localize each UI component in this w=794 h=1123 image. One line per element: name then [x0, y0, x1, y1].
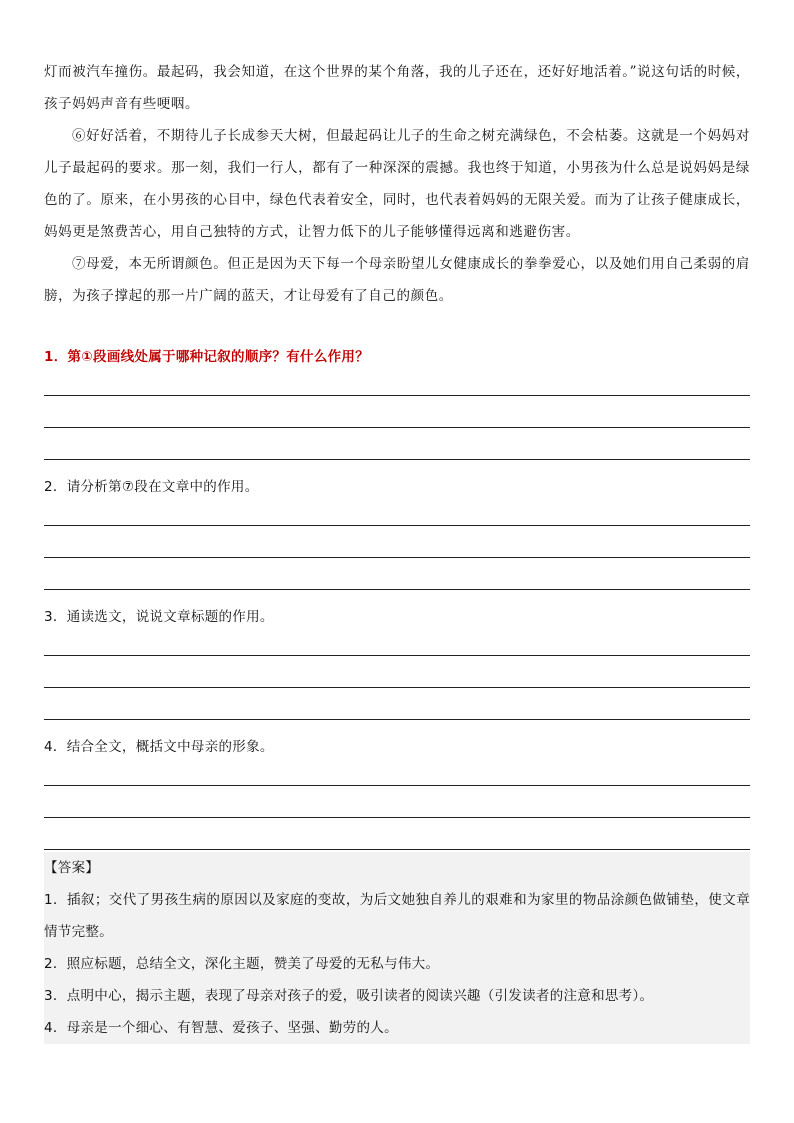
answer-line[interactable] — [44, 368, 750, 396]
answer-line[interactable] — [44, 758, 750, 786]
document-page — [44, 0, 750, 850]
answer-line[interactable] — [44, 428, 750, 460]
answer-line[interactable] — [44, 688, 750, 720]
question-3: 3．通读选文，说说文章标题的作用。 — [44, 609, 274, 625]
passage-paragraph-continued: 灯而被汽车撞伤。最起码，我会知道，在这个世界的某个角落，我的儿子还在，还好好地活着。”说这句话的时候，孩子妈妈声音有些哽咽。 — [44, 64, 750, 112]
answer-item-2: 2．照应标题，总结全文，深化主题，赞美了母爱的无私与伟大。 — [44, 956, 440, 972]
answer-item-3: 3．点明中心，揭示主题，表现了母亲对孩子的爱，吸引读者的阅读兴趣（引发读者的注意和思考）。 — [44, 988, 654, 1004]
answer-line[interactable] — [44, 786, 750, 818]
answer-item-1: 1．插叙；交代了男孩生病的原因以及家庭的变故，为后文她独自养儿的艰难和为家里的物品涂颜色做铺垫，使文章情节完整。 — [44, 892, 750, 940]
question-2: 2．请分析第⑦段在文章中的作用。 — [44, 479, 259, 495]
answer-line[interactable] — [44, 498, 750, 526]
passage-paragraph-7: ⑦母爱，本无所谓颜色。但正是因为天下每一个母亲盼望儿女健康成长的拳拳爱心，以及她们用自己柔弱的肩膀，为孩子撑起的那一片广阔的蓝天，才让母爱有了自己的颜色。 — [44, 256, 750, 304]
passage-paragraph-6: ⑥好好活着，不期待儿子长成参天大树，但最起码让儿子的生命之树充满绿色，不会枯萎。这就是一个妈妈对儿子最起码的要求。那一刻，我们一行人，都有了一种深深的震撼。我也终于知道，小男孩为什么总是说妈妈是绿色的了。原来，在小男孩的心目中，绿色代表着安全，同时，也代表着妈妈的无限关爱。而为了让孩子健康成长，妈妈更是煞费苦心，用自己独特的方式，让智力低下的儿子能够懂得远离和逃避伤害。 — [44, 128, 750, 240]
answer-line[interactable] — [44, 396, 750, 428]
answer-item-4: 4．母亲是一个细心、有智慧、爱孩子、坚强、勤劳的人。 — [44, 1020, 398, 1036]
answer-section — [44, 852, 750, 1044]
question-1: 1．第①段画线处属于哪种记叙的顺序？有什么作用？ — [44, 349, 370, 365]
answer-line[interactable] — [44, 558, 750, 590]
answer-line[interactable] — [44, 656, 750, 688]
question-4: 4．结合全文，概括文中母亲的形象。 — [44, 739, 274, 755]
answer-heading: 【答案】 — [44, 860, 100, 876]
answer-line[interactable] — [44, 526, 750, 558]
answer-line[interactable] — [44, 818, 750, 850]
answer-line[interactable] — [44, 628, 750, 656]
